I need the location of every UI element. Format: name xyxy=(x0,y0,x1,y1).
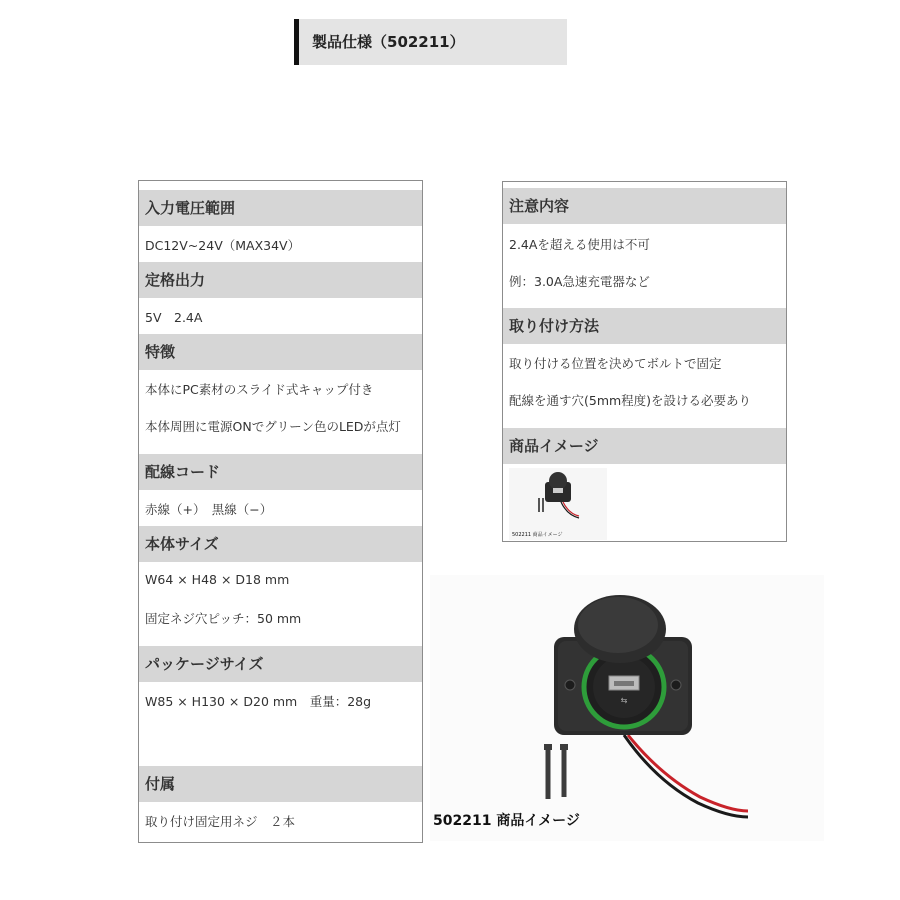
spec-value-rated-output: 5V 2.4A xyxy=(145,310,203,325)
spec-value-feature-cap: 本体にPC素材のスライド式キャップ付き xyxy=(145,382,374,397)
spec-value-body-size: W64 × H48 × D18 mm xyxy=(145,572,290,587)
section-heading-input-voltage: 入力電圧範囲 xyxy=(139,190,422,226)
spec-value-wiring: 赤線（+） 黒線（−） xyxy=(145,502,273,517)
section-heading-wiring: 配線コード xyxy=(139,454,422,490)
spec-value-package-size: W85 × H130 × D20 mm 重量：28g xyxy=(145,694,372,709)
photo-caption: 502211 商品イメージ xyxy=(433,813,580,829)
section-heading-product-image: 商品イメージ xyxy=(503,428,786,464)
installation-line-2: 配線を通す穴(5mm程度)を設ける必要あり xyxy=(509,393,752,408)
product-photo xyxy=(430,575,824,841)
spec-value-accessories: 取り付け固定用ネジ ２本 xyxy=(145,814,296,829)
spec-value-feature-led: 本体周囲に電源ONでグリーン色のLEDが点灯 xyxy=(145,419,401,434)
section-heading-rated-output: 定格出力 xyxy=(139,262,422,298)
caution-line-2: 例：3.0A急速充電器など xyxy=(509,274,650,289)
thumbnail-caption: 502211 商品イメージ xyxy=(512,532,563,538)
section-heading-package-size: パッケージサイズ xyxy=(139,646,422,682)
spec-value-input-voltage: DC12V~24V（MAX34V） xyxy=(145,238,301,253)
svg-text:⇆: ⇆ xyxy=(620,696,628,705)
section-heading-installation: 取り付け方法 xyxy=(503,308,786,344)
section-heading-features: 特徴 xyxy=(139,334,422,370)
section-heading-accessories: 付属 xyxy=(139,766,422,802)
spec-table-left xyxy=(138,180,423,843)
section-heading-body-size: 本体サイズ xyxy=(139,526,422,562)
installation-line-1: 取り付ける位置を決めてボルトで固定 xyxy=(509,356,722,371)
product-thumbnail[interactable] xyxy=(509,468,607,540)
page-title: 製品仕様（502211） xyxy=(294,19,567,65)
usb-socket-photo-image xyxy=(430,575,824,841)
spec-value-screw-pitch: 固定ネジ穴ピッチ：50 mm xyxy=(145,611,302,626)
spec-table-right xyxy=(502,181,787,542)
section-heading-cautions: 注意内容 xyxy=(503,188,786,224)
caution-line-1: 2.4Aを超える使用は不可 xyxy=(509,237,650,252)
usb-socket-thumbnail-image xyxy=(509,468,607,540)
